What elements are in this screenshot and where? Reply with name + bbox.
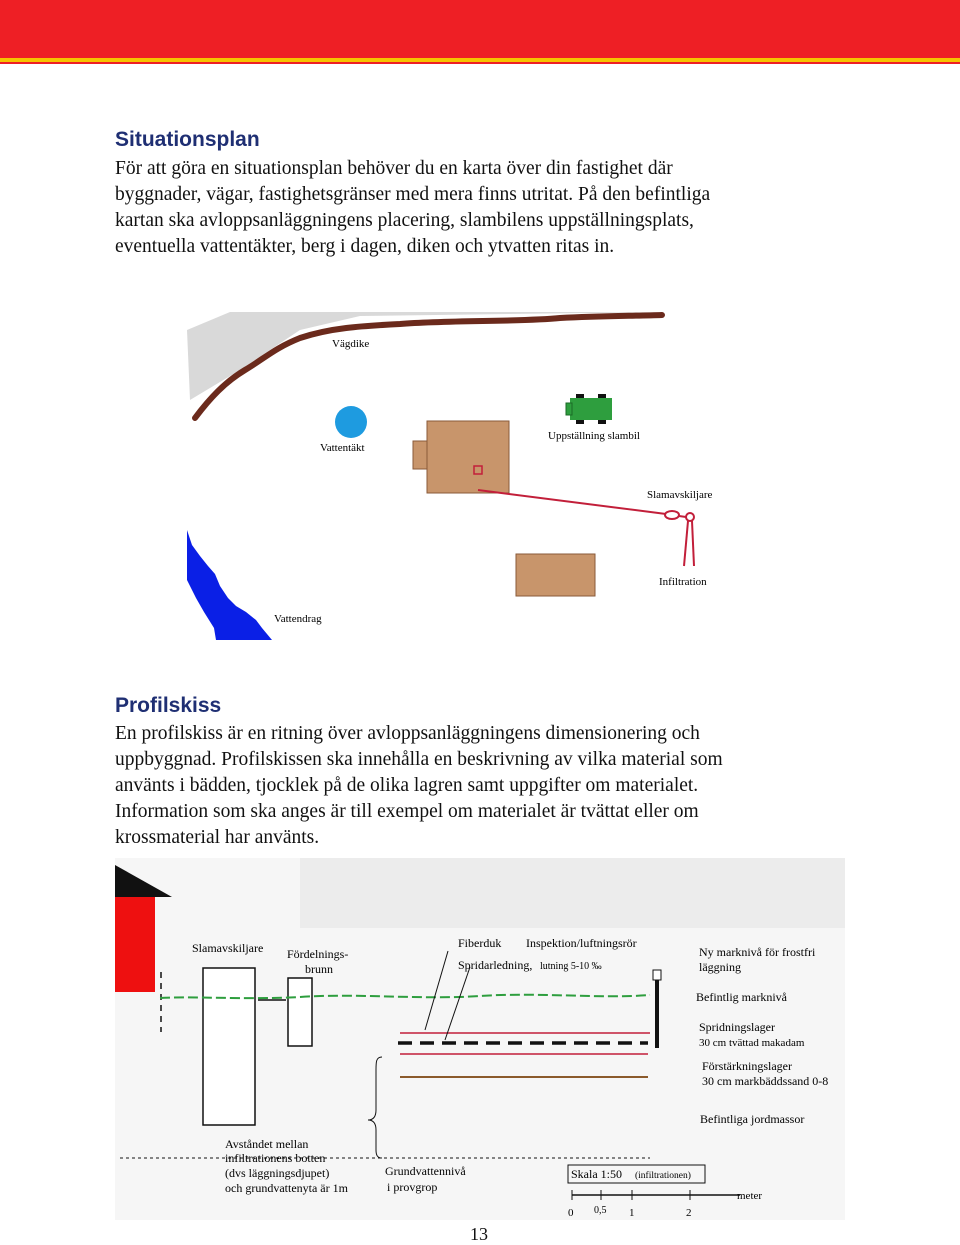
text-line: byggnader, vägar, fastighetsgränser med mera finns utritat. På den befintliga <box>115 184 711 205</box>
label-slamavskiljare: Slamavskiljare <box>647 489 713 501</box>
label-avstandet-2: infiltrationens botten <box>225 1151 326 1165</box>
label-avstandet-1: Avståndet mellan <box>225 1137 309 1151</box>
label-inspektion: Inspektion/luftningsrör <box>526 936 637 950</box>
label-avstandet-4: och grundvattenyta är 1m <box>225 1181 348 1195</box>
label-forstarkning-2: 30 cm markbäddssand 0-8 <box>702 1074 829 1088</box>
label-vagdike: Vägdike <box>332 338 370 350</box>
text-line: Information som ska anges är till exempel om materialet är tvättat eller om <box>115 801 699 822</box>
label-spridarledning: Spridarledning, <box>458 958 533 972</box>
label-skala-note: (infiltrationen) <box>635 1171 691 1181</box>
label-ny-markniva-2: läggning <box>699 960 741 974</box>
inspection-pipe-cap <box>653 970 661 980</box>
scale-tick-label: 1 <box>629 1207 635 1219</box>
label-uppstallning: Uppställning slambil <box>548 430 640 442</box>
label-spridningslager-2: 30 cm tvättad makadam <box>699 1037 805 1049</box>
section-heading-situationsplan: Situationsplan <box>115 128 260 151</box>
label-skala: Skala 1:50 <box>571 1167 622 1181</box>
label-meter: meter <box>737 1190 763 1202</box>
label-infiltration: Infiltration <box>659 576 707 588</box>
label-fordelning-1: Fördelnings- <box>287 947 349 961</box>
label-vattendrag: Vattendrag <box>274 613 322 625</box>
text-line: En profilskiss är en ritning över avloppsanläggningens dimensionering och <box>115 723 700 744</box>
text-line: uppbyggnad. Profilskissen ska innehålla en beskrivning av vilka material som <box>115 749 723 770</box>
label-ny-markniva-1: Ny marknivå för frostfri <box>699 945 816 959</box>
septic-tank <box>203 968 255 1125</box>
label-fordelning-2: brunn <box>305 962 333 976</box>
scale-tick-label: 0 <box>568 1207 574 1219</box>
label-avstandet-3: (dvs läggningsdjupet) <box>225 1166 330 1180</box>
label-befintliga-jordmassor: Befintliga jordmassor <box>700 1112 805 1126</box>
label-vattentakt: Vattentäkt <box>320 442 365 454</box>
distribution-well <box>288 978 312 1046</box>
label-spridningslager-1: Spridningslager <box>699 1020 775 1034</box>
label-grundvatten-2: i provgrop <box>387 1180 438 1194</box>
section-heading-profilskiss: Profilskiss <box>115 694 222 717</box>
profile-background-top <box>300 858 845 928</box>
scale-tick-label: 2 <box>686 1207 692 1219</box>
text-line: eventuella vattentäkter, berg i dagen, diken och ytvatten ritas in. <box>115 236 615 257</box>
scale-tick-label: 0,5 <box>594 1205 607 1216</box>
text-line: använts i bädden, tjocklek på de olika lagren samt uppgifter om materialet. <box>115 775 699 796</box>
label-fiberduk: Fiberduk <box>458 936 502 950</box>
label-lutning: lutning 5-10 ‰ <box>540 961 602 972</box>
label-forstarkning-1: Förstärkningslager <box>702 1059 792 1073</box>
label-grundvatten-1: Grundvattennivå <box>385 1164 466 1178</box>
label-profile-slamavskiljare: Slamavskiljare <box>192 941 264 955</box>
text-line: kartan ska avloppsanläggningens placering, slambilens uppställningsplats, <box>115 210 694 231</box>
text-line: krossmaterial har använts. <box>115 827 320 848</box>
label-befintlig-markniva: Befintlig marknivå <box>696 990 787 1004</box>
page-number: 13 <box>470 1224 488 1244</box>
text-line: För att göra en situationsplan behöver du en karta över din fastighet där <box>115 158 673 179</box>
house-wall <box>115 897 155 992</box>
